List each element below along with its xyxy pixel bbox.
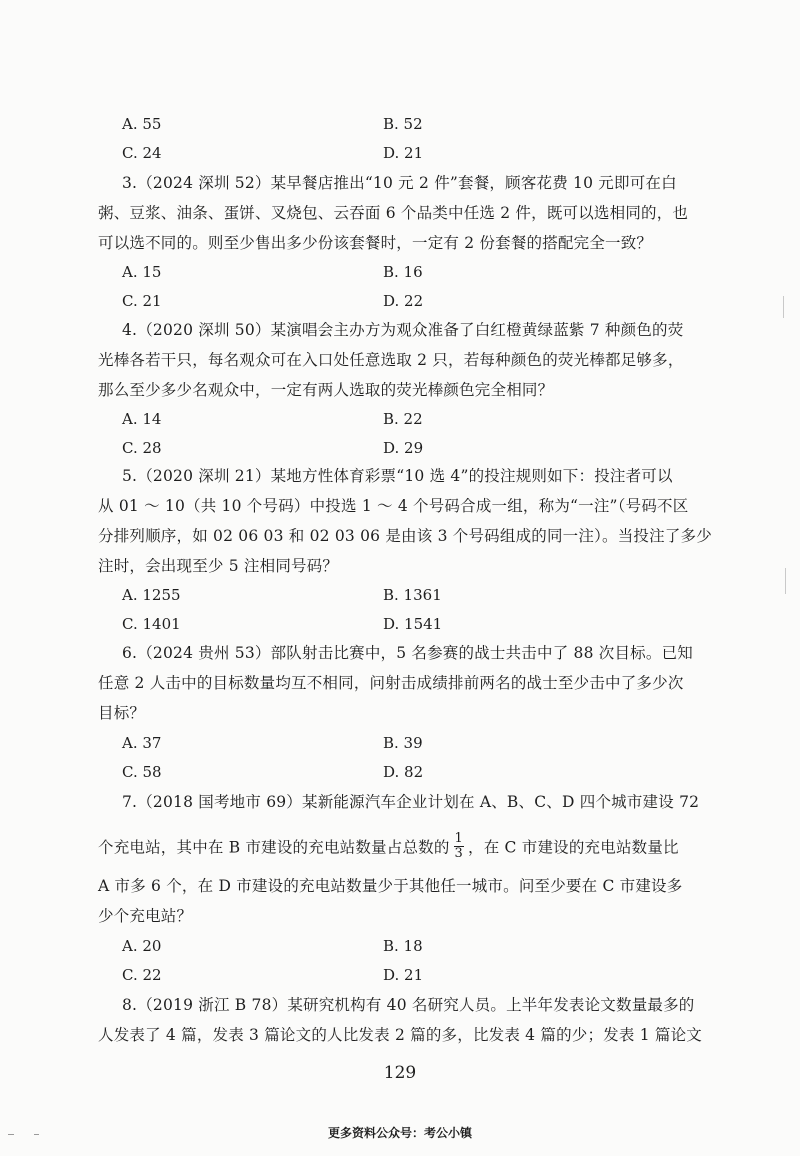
q5-option-d: D. 1541 <box>383 615 443 633</box>
q2-option-c: C. 24 <box>122 144 162 162</box>
q5-text-line-4: 注时，会出现至少 5 注相同号码？ <box>98 557 339 575</box>
q5-text-line-2: 从 01 ～ 10（共 10 个号码）中投选 1 ～ 4 个号码合成一组，称为“一注”（号码不区 <box>98 497 689 515</box>
q3-option-a: A. 15 <box>122 263 162 281</box>
q3-text-line-1: 3.（2024 深圳 52）某早餐店推出“10 元 2 件”套餐，顾客花费 10 元即可在白 <box>122 174 677 192</box>
q7-text-line-4: 少个充电站？ <box>98 907 193 925</box>
q2-option-a: A. 55 <box>122 115 162 133</box>
q4-text-line-3: 那么至少多少名观众中，一定有两人选取的荧光棒颜色完全相同？ <box>98 381 554 399</box>
q5-option-a: A. 1255 <box>122 586 181 604</box>
fraction-denominator: 3 <box>454 846 464 861</box>
footer-watermark: 更多资料公众号：考公小镇 <box>327 1126 472 1140</box>
q5-text-line-3: 分排列顺序，如 02 06 03 和 02 03 06 是由该 3 个号码组成的同一注）。当投注了多少 <box>98 527 712 545</box>
scan-mark <box>785 568 786 594</box>
q5-option-c: C. 1401 <box>122 615 181 633</box>
q6-text-line-3: 目标？ <box>98 704 146 722</box>
q3-option-b: B. 16 <box>383 263 423 281</box>
q4-option-d: D. 29 <box>383 439 424 457</box>
one-third-fraction <box>454 832 464 861</box>
q3-option-d: D. 22 <box>383 292 424 310</box>
scan-mark <box>783 296 784 318</box>
q4-option-a: A. 14 <box>122 410 162 428</box>
q7-text-line-1: 7.（2018 国考地市 69）某新能源汽车企业计划在 A、B、C、D 四个城市建设 72 <box>122 793 700 811</box>
q8-text-line-2: 人发表了 4 篇，发表 3 篇论文的人比发表 2 篇的多，比发表 4 篇的少；发表 1 篇论文 <box>98 1026 702 1044</box>
q7-option-c: C. 22 <box>122 966 162 984</box>
q7-option-d: D. 21 <box>383 966 424 984</box>
page-number: 129 <box>383 1063 417 1083</box>
q7-text-line-3: A 市多 6 个，在 D 市建设的充电站数量少于其他任一城市。问至少要在 C 市建设多 <box>98 877 683 895</box>
q3-text-line-2: 粥、豆浆、油条、蛋饼、叉烧包、云吞面 6 个品类中任选 2 件，既可以选相同的，也 <box>98 204 689 222</box>
q7-option-a: A. 20 <box>122 937 162 955</box>
q5-option-b: B. 1361 <box>383 586 442 604</box>
q7-line-2-after-fraction: ，在 C 市建设的充电站数量比 <box>468 838 679 857</box>
q3-option-c: C. 21 <box>122 292 162 310</box>
q4-option-b: B. 22 <box>383 410 423 428</box>
scan-mark <box>34 1134 39 1135</box>
q2-option-d: D. 21 <box>383 144 424 162</box>
q6-text-line-1: 6.（2024 贵州 53）部队射击比赛中，5 名参赛的战士共击中了 88 次目标。已知 <box>122 644 693 662</box>
scan-mark <box>8 1134 14 1135</box>
fraction-numerator: 1 <box>454 831 464 846</box>
q7-line-2-before-fraction: 个充电站，其中在 B 市建设的充电站数量占总数的 <box>98 838 450 857</box>
q7-option-b: B. 18 <box>383 937 423 955</box>
q6-option-b: B. 39 <box>383 734 423 752</box>
q4-text-line-1: 4.（2020 深圳 50）某演唱会主办方为观众准备了白红橙黄绿蓝紫 7 种颜色的荧 <box>122 321 684 339</box>
q7-text-line-2 <box>98 831 679 863</box>
q6-option-d: D. 82 <box>383 763 424 781</box>
q6-option-a: A. 37 <box>122 734 162 752</box>
q4-text-line-2: 光棒各若干只，每名观众可在入口处任意选取 2 只，若每种颜色的荧光棒都足够多， <box>98 351 684 369</box>
q5-text-line-1: 5.（2020 深圳 21）某地方性体育彩票“10 选 4”的投注规则如下：投注者可以 <box>122 467 673 485</box>
q3-text-line-3: 可以选不同的。则至少售出多少份该套餐时，一定有 2 份套餐的搭配完全一致？ <box>98 234 653 252</box>
q6-text-line-2: 任意 2 人击中的目标数量均互不相同，问射击成绩排前两名的战士至少击中了多少次 <box>98 674 684 692</box>
q4-option-c: C. 28 <box>122 439 162 457</box>
q6-option-c: C. 58 <box>122 763 162 781</box>
q2-option-b: B. 52 <box>383 115 423 133</box>
q8-text-line-1: 8.（2019 浙江 B 78）某研究机构有 40 名研究人员。上半年发表论文数量最多的 <box>122 996 695 1014</box>
